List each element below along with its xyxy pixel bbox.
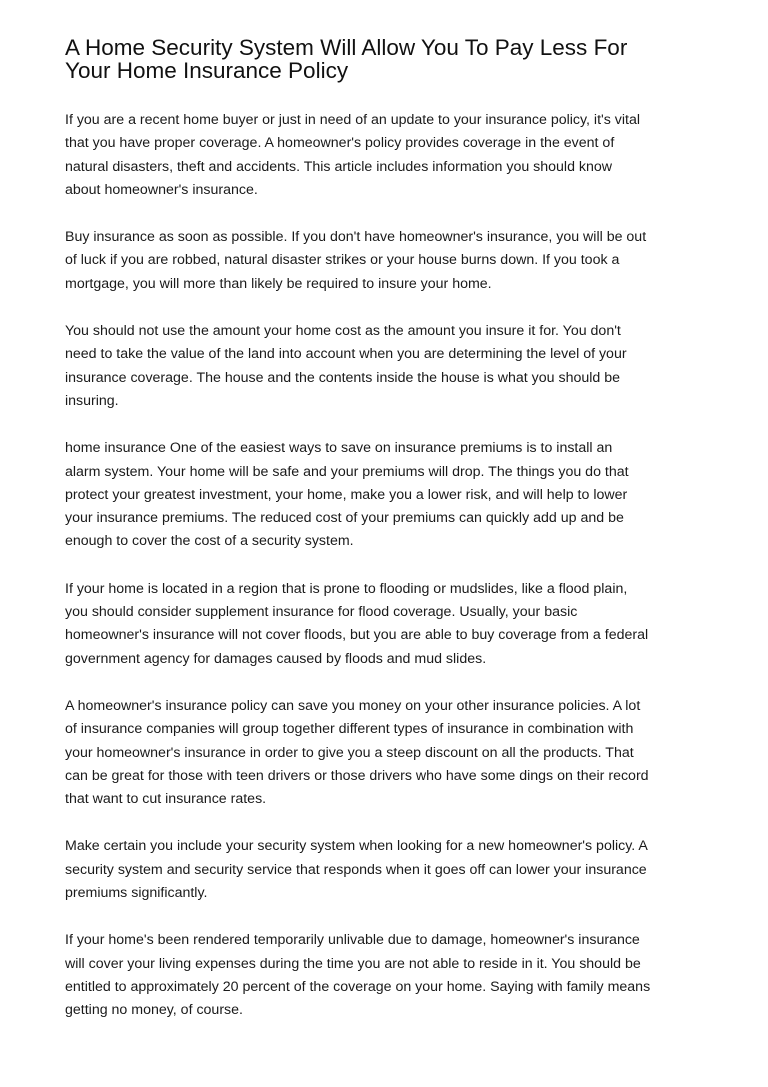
document-page <box>65 35 715 1019</box>
text-line: home insurance One of the easiest ways to save on insurance premiums is to install an <box>65 440 613 457</box>
text-line: will cover your living expenses during the time you are not able to reside in it. You should be <box>65 955 641 972</box>
text-line: alarm system. Your home will be safe and your premiums will drop. The things you do that <box>65 463 629 480</box>
text-line: If you are a recent home buyer or just in need of an update to your insurance policy, it's vital <box>65 112 640 128</box>
paragraph-7 <box>65 835 715 905</box>
paragraph-2 <box>65 226 715 296</box>
text-line: you should consider supplement insurance for flood coverage. Usually, your basic <box>65 604 578 621</box>
page-title <box>65 36 715 82</box>
text-line: protect your greatest investment, your home, make you a lower risk, and will help to lower <box>65 486 628 503</box>
text-line: Buy insurance as soon as possible. If you don't have homeowner's insurance, you will be out <box>65 229 647 246</box>
paragraph-3 <box>65 320 715 413</box>
text-line: insurance coverage. The house and the contents inside the house is what you should be <box>65 369 621 386</box>
text-line: can be great for those with teen drivers or those drivers who have some dings on their record <box>65 767 649 784</box>
paragraph-5 <box>65 578 715 671</box>
article-body <box>65 109 715 1047</box>
text-line: that you have proper coverage. A homeowner's policy provides coverage in the event of <box>65 135 615 152</box>
text-line: natural disasters, theft and accidents. This article includes information you should know <box>65 158 613 175</box>
text-line: of luck if you are robbed, natural disaster strikes or your house burns down. If you took a <box>65 252 620 269</box>
text-line: mortgage, you will more than likely be required to insure your home. <box>65 275 492 292</box>
text-line: If your home's been rendered temporarily unlivable due to damage, homeowner's insurance <box>65 932 640 949</box>
text-line: homeowner's insurance will not cover floods, but you are able to buy coverage from a federal <box>65 627 649 644</box>
text-line: of insurance companies will group together different types of insurance in combination with <box>65 721 634 738</box>
text-line: that want to cut insurance rates. <box>65 791 267 808</box>
text-line: You should not use the amount your home cost as the amount you insure it for. You don't <box>65 323 621 340</box>
text-line: Make certain you include your security system when looking for a new homeowner's policy. A <box>65 838 648 855</box>
text-line: your insurance premiums. The reduced cost of your premiums can quickly add up and be <box>65 510 624 527</box>
paragraph-4 <box>65 437 715 553</box>
text-line: A homeowner's insurance policy can save you money on your other insurance policies. A lot <box>65 697 641 714</box>
paragraph-6 <box>65 695 715 811</box>
paragraph-1 <box>65 109 715 202</box>
text-line: getting no money, of course. <box>65 1002 243 1019</box>
text-line: need to take the value of the land into account when you are determining the level of your <box>65 346 627 363</box>
title-line-1: A Home Security System Will Allow You To Pay Less For <box>65 35 628 60</box>
text-line: your homeowner's insurance in order to give you a steep discount on all the products. That <box>65 744 634 761</box>
text-line: enough to cover the cost of a security system. <box>65 533 354 550</box>
text-line: about homeowner's insurance. <box>65 181 258 198</box>
text-line: government agency for damages caused by floods and mud slides. <box>65 650 487 667</box>
title-line-2: Your Home Insurance Policy <box>65 58 349 83</box>
text-line: premiums significantly. <box>65 885 208 902</box>
paragraph-8 <box>65 929 715 1022</box>
text-line: insuring. <box>65 392 119 409</box>
text-line: security system and security service that responds when it goes off can lower your insurance <box>65 861 647 878</box>
text-line: If your home is located in a region that is prone to flooding or mudslides, like a flood plain, <box>65 580 628 597</box>
text-line: entitled to approximately 20 percent of the coverage on your home. Saying with family means <box>65 978 651 995</box>
